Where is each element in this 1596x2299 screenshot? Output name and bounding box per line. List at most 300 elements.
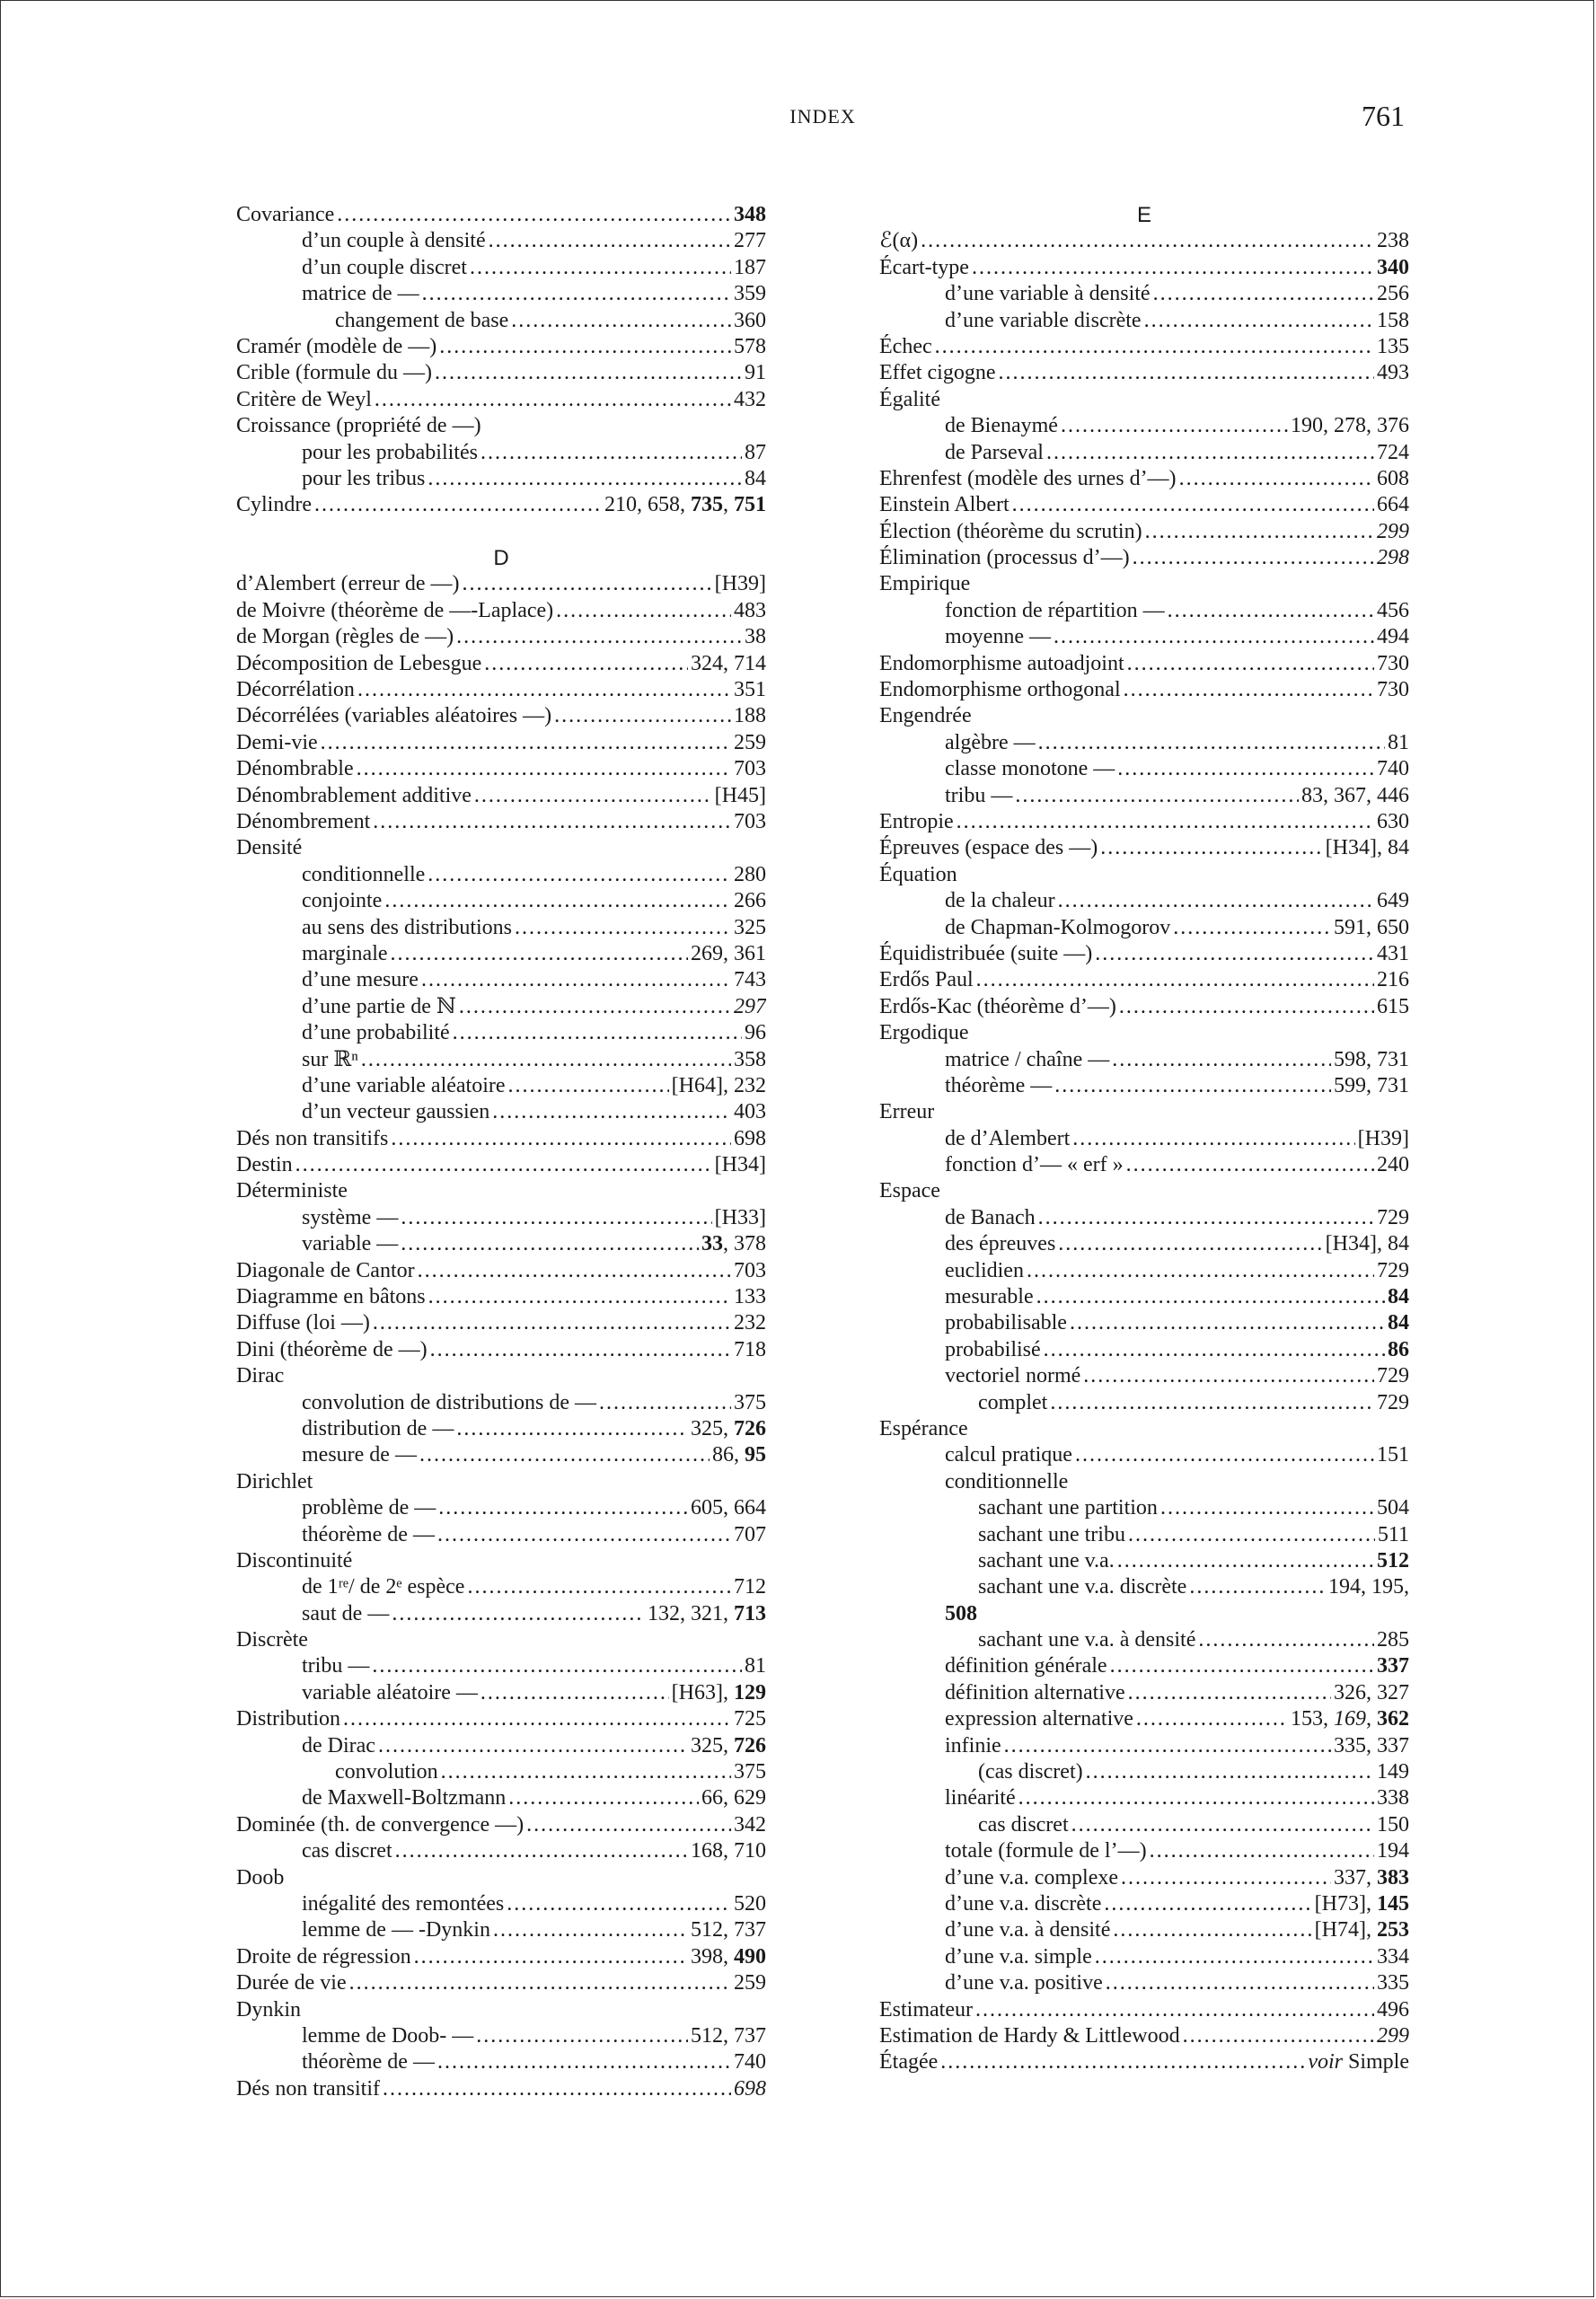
index-term: sachant une v.a. à densité [978, 1628, 1196, 1652]
index-term: Estimateur [879, 1997, 973, 2022]
index-term: Engendrée [879, 704, 972, 728]
page-refs: 325 [734, 915, 766, 939]
page-refs: 351 [734, 678, 766, 702]
leader-dots [453, 1020, 742, 1046]
index-entry [879, 545, 1409, 571]
index-entry [236, 1997, 766, 2023]
leader-dots [419, 1442, 710, 1468]
leader-dots [1004, 1733, 1331, 1759]
index-subentry [236, 1205, 766, 1231]
page-refs: 280 [734, 862, 766, 886]
index-term: Dominée (th. de convergence —) [236, 1812, 525, 1837]
page-refs: 334 [1377, 1944, 1409, 1969]
leader-dots [1119, 994, 1374, 1020]
index-subentry [236, 466, 766, 492]
page-refs: 724 [1377, 440, 1409, 464]
index-term: marginale [302, 941, 388, 965]
index-entry [236, 1258, 766, 1284]
index-term: conditionnelle [945, 1469, 1069, 1493]
page-refs: 398, 490 [691, 1944, 766, 1969]
page-refs: 359 [734, 282, 766, 306]
page-refs: 431 [1377, 941, 1409, 965]
index-term: changement de base [335, 308, 509, 332]
index-subentry [236, 862, 766, 888]
index-subentry [879, 1310, 1409, 1336]
index-term: sachant une partition [978, 1496, 1158, 1520]
page-refs: 266 [734, 889, 766, 913]
leader-dots [391, 941, 688, 967]
leader-dots [383, 2076, 731, 2102]
index-subentry [879, 1363, 1409, 1389]
index-term: de Moivre (théorème de —-Laplace) [236, 598, 554, 622]
index-subentry [879, 1944, 1409, 1970]
page-refs: [H34] [714, 1153, 766, 1177]
leader-dots [554, 703, 731, 729]
page-refs: voir Simple [1308, 2050, 1409, 2074]
page-refs: 512 [1377, 1548, 1409, 1572]
leader-dots [1117, 1548, 1374, 1574]
page-refs: 210, 658, 735, 751 [604, 493, 766, 517]
leader-dots [1072, 1126, 1354, 1152]
index-entry [236, 1970, 766, 1996]
index-entry [236, 624, 766, 650]
index-subentry [879, 730, 1409, 756]
leader-dots [1136, 1706, 1288, 1732]
index-term: Distribution [236, 1707, 341, 1731]
page-refs: [H39] [714, 572, 766, 596]
index-term: lemme de — -Dynkin [302, 1918, 490, 1942]
page-refs: 33, 378 [701, 1232, 766, 1256]
index-term: ℰ(α) [879, 229, 919, 253]
page-refs: 188 [734, 704, 766, 728]
leader-dots [357, 756, 731, 782]
index-term: Équidistribuée (suite —) [879, 941, 1093, 965]
index-term: conditionnelle [302, 862, 426, 886]
leader-dots [395, 1838, 688, 1864]
index-term: d’un vecteur gaussien [302, 1100, 490, 1124]
page-refs: 337 [1377, 1654, 1409, 1678]
index-term: Estimation de Hardy & Littlewood [879, 2023, 1180, 2048]
page-refs: 153, 169, 362 [1291, 1707, 1409, 1731]
leader-dots [1160, 1495, 1374, 1521]
index-term: vectoriel normé [945, 1364, 1081, 1388]
index-term: Espérance [879, 1416, 968, 1440]
page-refs: 87 [745, 440, 766, 464]
index-subentry [879, 1865, 1409, 1891]
index-term: de la chaleur [945, 889, 1055, 913]
leader-dots [1083, 1363, 1374, 1389]
index-entry [879, 835, 1409, 861]
index-term: Erdős Paul [879, 968, 974, 992]
index-term: Échec [879, 334, 932, 358]
page-refs: 664 [1377, 493, 1409, 517]
index-term: d’une v.a. positive [945, 1971, 1103, 1995]
leader-dots [999, 360, 1374, 386]
index-entry [236, 809, 766, 835]
page-refs: 96 [745, 1021, 766, 1045]
index-term: tribu — [945, 783, 1013, 807]
index-term: d’une v.a. discrète [945, 1892, 1102, 1916]
leader-dots [511, 308, 731, 334]
page-refs: 135 [1377, 334, 1409, 358]
page-refs: 84 [1388, 1285, 1409, 1309]
index-entry [236, 783, 766, 809]
index-term: Étagée [879, 2050, 939, 2074]
index-entry [879, 862, 1409, 888]
leader-dots [421, 967, 731, 993]
index-term: (cas discret) [978, 1760, 1083, 1784]
leader-dots [1104, 1891, 1311, 1917]
leader-dots [1027, 1258, 1374, 1284]
page-refs: [H34], 84 [1325, 836, 1409, 860]
index-subentry [236, 440, 766, 466]
index-entry [236, 651, 766, 677]
page-refs: 325, 726 [691, 1416, 766, 1440]
index-subentry [236, 1073, 766, 1099]
leader-dots [437, 2049, 731, 2075]
leader-dots [1015, 783, 1299, 809]
index-entry [236, 360, 766, 386]
page-refs: 725 [734, 1707, 766, 1731]
leader-dots [441, 1759, 731, 1785]
index-term: Écart-type [879, 255, 969, 279]
leader-dots [957, 809, 1374, 835]
index-term: au sens des distributions [302, 915, 512, 939]
leader-dots [463, 571, 712, 597]
leader-dots [349, 1970, 731, 1996]
index-entry [879, 255, 1409, 281]
index-subentry [879, 1680, 1409, 1706]
leader-dots [1117, 756, 1374, 782]
page-refs: 190, 278, 376 [1291, 414, 1409, 438]
index-entry [236, 677, 766, 703]
index-term: Ehrenfest (modèle des urnes d’—) [879, 466, 1177, 490]
leader-dots [437, 1522, 731, 1548]
leader-dots [1168, 598, 1374, 624]
index-entry [879, 1020, 1409, 1046]
index-term: Décomposition de Lebesgue [236, 651, 482, 675]
index-term: Endomorphisme autoadjoint [879, 651, 1124, 675]
index-subentry [879, 1495, 1409, 1521]
leader-dots [1126, 1152, 1374, 1178]
page-refs: 730 [1377, 651, 1409, 675]
index-column-right [879, 202, 1409, 2076]
leader-dots [1153, 281, 1374, 307]
index-subentry [879, 1231, 1409, 1257]
leader-dots [1070, 1310, 1385, 1336]
leader-dots [372, 1653, 742, 1679]
index-entry [236, 1865, 766, 1891]
index-subentry [236, 1653, 766, 1679]
page-refs: 298 [1377, 546, 1409, 570]
index-term: convolution de distributions de — [302, 1390, 596, 1414]
page-refs: 297 [734, 994, 766, 1018]
page-refs: 375 [734, 1390, 766, 1414]
index-term: théorème de — [302, 1522, 435, 1546]
index-subentry [879, 1785, 1409, 1811]
leader-dots [418, 1258, 731, 1284]
index-subentry [236, 1416, 766, 1442]
index-term: mesurable [945, 1285, 1034, 1309]
index-term: probabilisé [945, 1337, 1041, 1361]
page-refs: 187 [734, 255, 766, 279]
page-refs: 358 [734, 1047, 766, 1071]
index-entry [879, 334, 1409, 360]
leader-dots [456, 1416, 688, 1442]
page-refs: 324, 714 [691, 651, 766, 675]
index-term: de Chapman-Kolmogorov [945, 915, 1171, 939]
index-term: euclidien [945, 1258, 1024, 1282]
page-refs: 84 [1388, 1311, 1409, 1335]
index-entry [879, 2049, 1409, 2075]
page-refs: 259 [734, 730, 766, 754]
index-subentry [236, 281, 766, 307]
page-refs: 348 [734, 203, 766, 226]
index-subentry [236, 1522, 766, 1548]
index-term: Endomorphisme orthogonal [879, 678, 1121, 702]
page-refs: 703 [734, 757, 766, 781]
page-refs: [H34], 84 [1325, 1232, 1409, 1256]
leader-dots [1058, 888, 1374, 914]
leader-dots [1198, 1627, 1374, 1653]
running-head-title: INDEX [789, 105, 856, 128]
index-entry [236, 1363, 766, 1389]
index-term: Égalité [879, 387, 940, 411]
leader-dots [1050, 1390, 1374, 1416]
index-term: d’une variable aléatoire [302, 1073, 506, 1097]
index-subentry [236, 967, 766, 993]
page-refs: 86 [1388, 1337, 1409, 1361]
leader-dots [1054, 624, 1374, 650]
leader-dots [481, 440, 742, 466]
page-refs: [H73], 145 [1314, 1892, 1409, 1916]
leader-dots [935, 334, 1374, 360]
index-term: Décorrélées (variables aléatoires —) [236, 704, 552, 728]
index-subentry [879, 1653, 1409, 1679]
page-refs: [H33] [714, 1205, 766, 1229]
index-term: moyenne — [945, 625, 1051, 649]
leader-dots [1183, 2023, 1374, 2049]
index-entry [236, 598, 766, 624]
page-refs: 608 [1377, 466, 1409, 490]
leader-dots [1012, 492, 1374, 518]
index-subentry [236, 1231, 766, 1257]
index-term: cas discret [978, 1812, 1069, 1837]
page-refs: 493 [1377, 361, 1409, 385]
page-refs: 269, 361 [691, 941, 766, 965]
index-subentry [236, 915, 766, 941]
leader-dots [1128, 1522, 1375, 1548]
index-entry [236, 2076, 766, 2102]
page-refs: 91 [745, 361, 766, 385]
leader-dots [467, 1574, 731, 1600]
leader-dots [972, 255, 1374, 281]
page-refs: 299 [1377, 519, 1409, 543]
index-term: inégalité des remontées [302, 1892, 505, 1916]
index-term: Élection (théorème du scrutin) [879, 519, 1142, 543]
leader-dots [1086, 1759, 1374, 1785]
page-refs: 168, 710 [691, 1839, 766, 1863]
index-subentry [236, 1390, 766, 1416]
index-term: de Banach [945, 1205, 1036, 1229]
page-refs: 150 [1377, 1812, 1409, 1837]
page-refs: 511 [1377, 1522, 1409, 1546]
page-refs: 342 [734, 1812, 766, 1837]
index-term: Dirac [236, 1364, 285, 1388]
index-term: Erreur [879, 1100, 935, 1124]
page-refs: 743 [734, 968, 766, 992]
index-term: de Morgan (règles de —) [236, 625, 454, 649]
index-entry [879, 1997, 1409, 2023]
page-refs: 707 [734, 1522, 766, 1546]
page-refs: 703 [734, 1258, 766, 1282]
index-term: théorème — [945, 1073, 1053, 1097]
index-subentry [236, 994, 766, 1020]
page-refs: 520 [734, 1892, 766, 1916]
page-refs: 133 [734, 1285, 766, 1309]
index-entry [879, 1178, 1409, 1204]
page-refs: 240 [1377, 1153, 1409, 1177]
index-term: Dénombrable [236, 757, 354, 781]
leader-dots [435, 360, 742, 386]
page-refs: 338 [1377, 1786, 1409, 1810]
index-subentry [236, 1891, 766, 1917]
index-term: linéarité [945, 1786, 1016, 1810]
page-refs: [H74], 253 [1314, 1918, 1409, 1942]
index-entry [236, 571, 766, 597]
page-refs: 630 [1377, 809, 1409, 833]
page-refs: 238 [1377, 229, 1409, 253]
index-term: Dénombrablement additive [236, 783, 472, 807]
index-subentry [236, 888, 766, 914]
leader-dots [392, 1601, 645, 1627]
index-entry [879, 994, 1409, 1020]
index-term: Densité [236, 836, 303, 860]
page-refs: 432 [734, 387, 766, 411]
page-refs: 615 [1377, 994, 1409, 1018]
leader-dots [459, 994, 731, 1020]
index-term: d’Alembert (erreur de —) [236, 572, 460, 596]
page-refs: 578 [734, 334, 766, 358]
index-term: Déterministe [236, 1179, 348, 1203]
index-entry [879, 1099, 1409, 1125]
leader-dots [1127, 651, 1374, 677]
page-refs: 325, 726 [691, 1733, 766, 1757]
index-subentry [236, 1574, 766, 1600]
index-term: sachant une tribu [978, 1522, 1125, 1546]
page-refs: 729 [1377, 1390, 1409, 1414]
page-refs: 496 [1377, 1997, 1409, 2022]
leader-dots [337, 202, 731, 228]
index-term: fonction de répartition — [945, 598, 1165, 622]
index-subentry [236, 1601, 766, 1627]
leader-dots [1054, 1073, 1331, 1099]
page-refs: 337, 383 [1334, 1865, 1409, 1889]
index-term: Cramér (modèle de —) [236, 334, 437, 358]
leader-dots [921, 228, 1374, 254]
leader-dots [456, 624, 742, 650]
index-subentry [879, 1548, 1409, 1574]
index-subentry [236, 1495, 766, 1521]
index-term: Espace [879, 1179, 940, 1203]
index-subentry [236, 1759, 766, 1785]
leader-dots [438, 1495, 688, 1521]
index-entry [879, 677, 1409, 703]
index-entry [879, 360, 1409, 386]
page-refs: 403 [734, 1100, 766, 1124]
running-head [1, 100, 1593, 136]
leader-dots [481, 1680, 669, 1706]
index-term: problème de — [302, 1496, 436, 1520]
page-refs: 216 [1377, 968, 1409, 992]
leader-dots [1173, 915, 1331, 941]
page-refs: 718 [734, 1337, 766, 1361]
index-entry [236, 703, 766, 729]
index-subentry [879, 783, 1409, 809]
leader-dots [508, 1785, 699, 1811]
index-term: matrice de — [302, 282, 419, 306]
index-term: Empirique [879, 572, 971, 596]
index-term: d’une variable à densité [945, 282, 1151, 306]
index-subentry [236, 1917, 766, 1943]
page-refs: 256 [1377, 282, 1409, 306]
index-term: Équation [879, 862, 957, 886]
leader-dots [422, 281, 731, 307]
index-term: Dénombrement [236, 809, 371, 833]
page-refs: 81 [1388, 730, 1409, 754]
index-subentry [236, 1442, 766, 1468]
index-subentry [236, 1733, 766, 1759]
index-term: fonction d’— « erf » [945, 1153, 1124, 1177]
leader-dots [414, 1944, 688, 1970]
index-term: définition générale [945, 1654, 1107, 1678]
index-term: Critère de Weyl [236, 387, 372, 411]
leader-dots [1106, 1970, 1374, 1996]
page-refs: 360 [734, 308, 766, 332]
page-refs: 729 [1377, 1258, 1409, 1282]
leader-dots [526, 1812, 731, 1838]
leader-dots [391, 1126, 731, 1152]
index-entry [236, 1152, 766, 1178]
leader-dots [1100, 835, 1322, 861]
page-refs: 456 [1377, 598, 1409, 622]
leader-dots [1038, 1205, 1374, 1231]
index-entry [879, 967, 1409, 993]
index-term: Dés non transitifs [236, 1126, 389, 1150]
index-term: Ergodique [879, 1021, 969, 1045]
page-refs: 712 [734, 1575, 766, 1599]
page-refs: 66, 629 [701, 1786, 766, 1810]
index-subentry [879, 1284, 1409, 1310]
index-term: de Dirac [302, 1733, 375, 1757]
index-term: de 1ʳᵉ/ de 2ᵉ espèce [302, 1575, 465, 1599]
page-refs: 158 [1377, 308, 1409, 332]
section-letter: E [1136, 203, 1151, 227]
leader-dots [401, 1231, 699, 1257]
page-refs: 83, 367, 446 [1301, 783, 1409, 807]
index-term: pour les tribus [302, 466, 426, 490]
index-term: d’une partie de ℕ [302, 994, 456, 1018]
index-term: d’une v.a. à densité [945, 1918, 1111, 1942]
leader-dots [976, 967, 1374, 993]
index-term: matrice / chaîne — [945, 1047, 1110, 1071]
index-term: conjointe [302, 889, 383, 913]
index-term: d’un couple discret [302, 255, 467, 279]
index-term: Dés non transitif [236, 2076, 380, 2101]
leader-dots [484, 651, 688, 677]
index-entry [879, 651, 1409, 677]
leader-dots [321, 730, 731, 756]
